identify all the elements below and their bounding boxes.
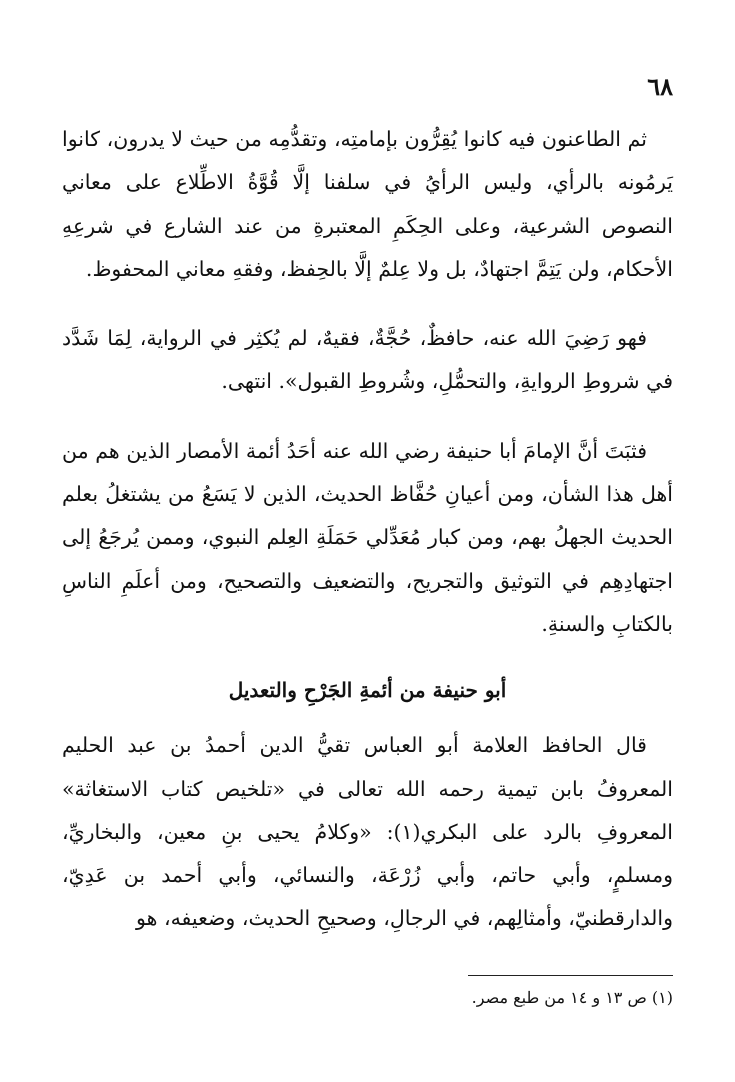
paragraph-3: فثبَتَ أنَّ الإمامَ أبا حنيفة رضي الله عنه أحَدُ أئمة الأمصار الذين هم من أهل هذا الشأن، ومن أعيانِ حُفَّاظ الحديث، الذين لا يَسَعُ من يشتغلُ بعلم الحديث الجهلُ بهم، ومن كبار مُعَدِّلي حَمَلَةِ العِلم النبوي، وممن يُرجَعُ إلى اجتهادِهِم في التوثيق والتجريح، والتضعيف والتصحيح، ومن أعلَمِ الناسِ بالكتابِ والسنةِ. [62,438,673,636]
page-number: ٦٨ [647,72,673,101]
footnote: (١) ص ١٣ و ١٤ من طبع مصر. [471,988,673,1007]
body-text [62,118,673,965]
paragraph-2: فهو رَضِيَ الله عنه، حافظٌ، حُجَّةٌ، فقيهٌ، لم يُكثِر في الرواية، لِمَا شَدَّد في شروطِ الروايةِ، والتحمُّلِ، وشُروطِ القبول». انتهى. [62,326,673,394]
paragraph-1: ثم الطاعنون فيه كانوا يُقِرُّون بإمامتِه، وتقدُّمِه من حيث لا يدرون، كانوا يَرمُونه بالرأي، وليس الرأيُ في سلفنا إلَّا قُوَّةُ الاطِّلاع على معاني النصوص الشرعية، وعلى الحِكَمِ المعتبرةِ من عند الشارع في شرعِهِ الأحكام، ولن يَتِمَّ اجتهادٌ، بل ولا عِلمٌ إلَّا بالحِفظ، وفقهِ معاني المحفوظ. [62,127,673,281]
footnote-divider [468,975,673,976]
paragraph-4: قال الحافظ العلامة أبو العباس تقيُّ الدين أحمدُ بن عبد الحليم المعروفُ بابن تيمية رحمه الله تعالى في «تلخيص كتاب الاستغاثة» المعروفِ بالرد على البكري(١): «وكلامُ يحيى بنِ معين، والبخاريِّ، ومسلمٍ، وأبي حاتم، وأبي زُرْعَة، والنسائي، وأبي أحمد بن عَدِيّ، والدارقطنيّ، وأمثالِهم، في الرجالِ، وصحيحِ الحديث، وضعيفه، هو [62,733,673,931]
section-heading: أبو حنيفة من أئمةِ الجَرْحِ والتعديل [228,678,507,703]
